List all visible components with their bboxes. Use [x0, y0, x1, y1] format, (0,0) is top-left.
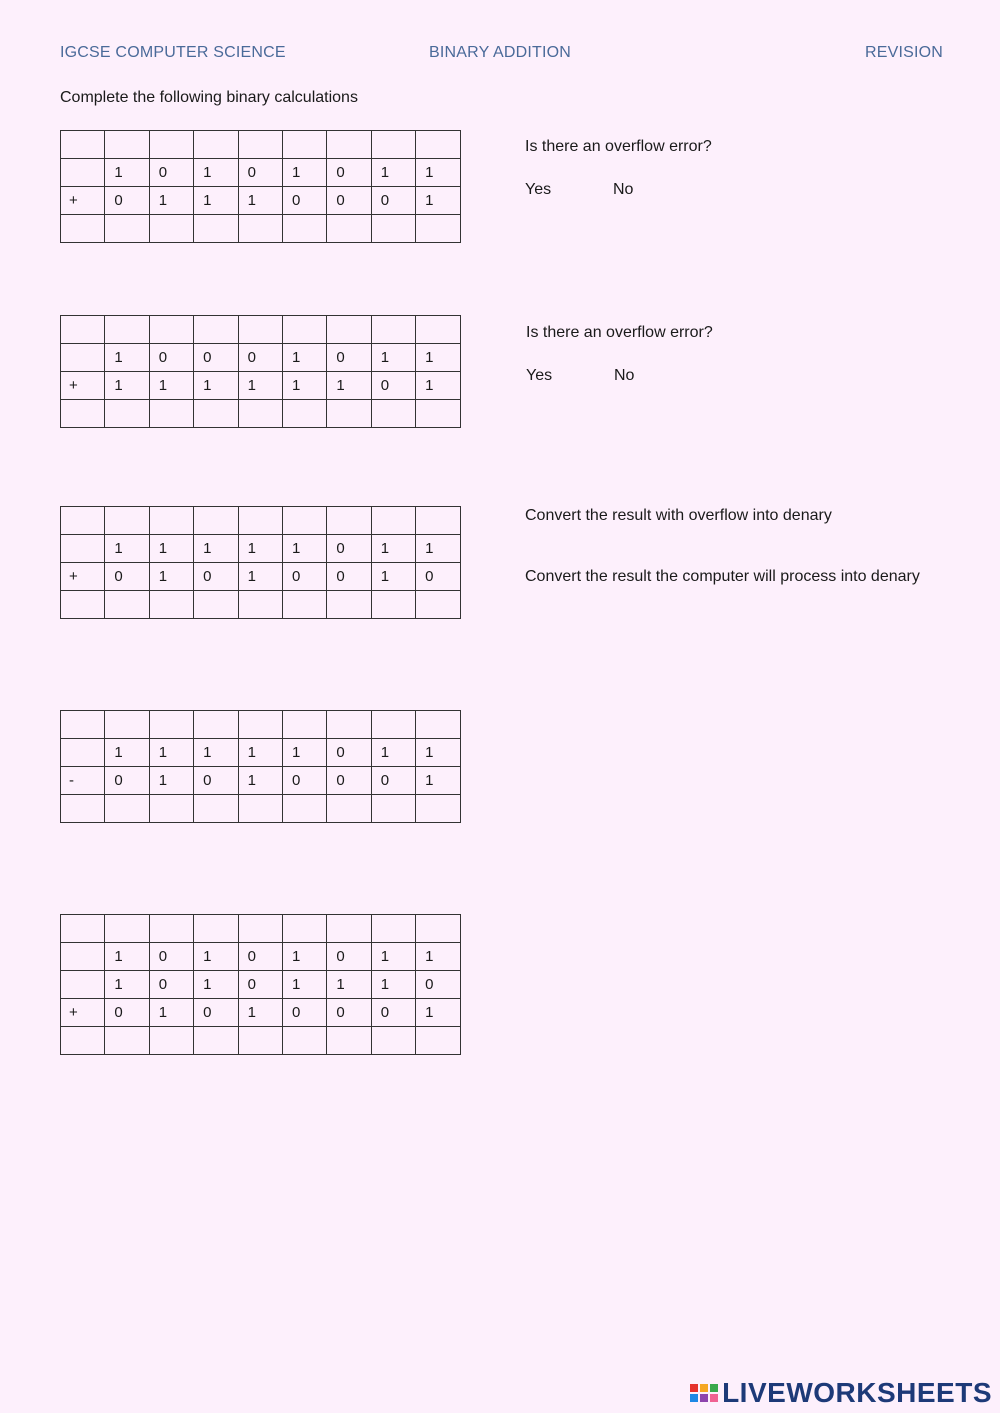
- answer-cell[interactable]: [371, 507, 415, 535]
- table-row: [61, 971, 461, 999]
- answer-cell[interactable]: [238, 400, 282, 428]
- header-topic-title: BINARY ADDITION: [429, 44, 571, 61]
- bit-cell: 0: [194, 344, 238, 372]
- bit-cell: 1: [149, 999, 193, 1027]
- bit-cell: 1: [105, 372, 149, 400]
- operator-cell: [61, 344, 105, 372]
- bit-cell: 1: [371, 159, 415, 187]
- calculation-table-1: [60, 130, 461, 243]
- bit-cell: 0: [149, 971, 193, 999]
- answer-cell[interactable]: [194, 711, 238, 739]
- answer-cell[interactable]: [238, 507, 282, 535]
- table-row: [61, 535, 461, 563]
- question-1-yes-option[interactable]: Yes: [525, 181, 552, 198]
- answer-cell[interactable]: [327, 215, 371, 243]
- bit-cell: 1: [238, 187, 282, 215]
- answer-cell[interactable]: [194, 915, 238, 943]
- bit-cell: 0: [327, 535, 371, 563]
- answer-cell[interactable]: [282, 795, 326, 823]
- answer-cell[interactable]: [105, 1027, 149, 1055]
- bit-cell: 0: [416, 971, 460, 999]
- table-row: [61, 795, 461, 823]
- bit-cell: 1: [371, 535, 415, 563]
- answer-cell[interactable]: [416, 400, 460, 428]
- bit-cell: 0: [327, 999, 371, 1027]
- table-row: [61, 372, 461, 400]
- operator-cell: [61, 591, 105, 619]
- answer-cell[interactable]: [149, 316, 193, 344]
- answer-cell[interactable]: [149, 507, 193, 535]
- calculation-table-2: [60, 315, 461, 428]
- bit-cell: 1: [238, 563, 282, 591]
- answer-cell[interactable]: [371, 215, 415, 243]
- bit-cell: 1: [149, 535, 193, 563]
- table-row: [61, 711, 461, 739]
- bit-cell: 0: [371, 187, 415, 215]
- operator-cell: [61, 739, 105, 767]
- answer-cell[interactable]: [238, 316, 282, 344]
- answer-cell[interactable]: [327, 400, 371, 428]
- bit-cell: 1: [282, 159, 326, 187]
- answer-cell[interactable]: [194, 507, 238, 535]
- answer-cell[interactable]: [194, 795, 238, 823]
- bit-cell: 1: [149, 187, 193, 215]
- bit-cell: 0: [327, 739, 371, 767]
- answer-cell[interactable]: [105, 131, 149, 159]
- operator-cell: [61, 795, 105, 823]
- bit-cell: 0: [238, 971, 282, 999]
- question-1-overflow: Is there an overflow error?: [525, 138, 712, 155]
- bit-cell: 1: [282, 943, 326, 971]
- bit-cell: 0: [327, 344, 371, 372]
- table-row: [61, 591, 461, 619]
- answer-cell[interactable]: [416, 507, 460, 535]
- bit-cell: 1: [371, 563, 415, 591]
- operator-cell: +: [61, 372, 105, 400]
- operator-cell: [61, 535, 105, 563]
- answer-cell[interactable]: [327, 1027, 371, 1055]
- answer-cell[interactable]: [282, 215, 326, 243]
- table-row: [61, 131, 461, 159]
- bit-cell: 0: [282, 999, 326, 1027]
- table-row: [61, 739, 461, 767]
- bit-cell: 0: [282, 187, 326, 215]
- bit-cell: 1: [416, 344, 460, 372]
- answer-cell[interactable]: [416, 591, 460, 619]
- answer-cell[interactable]: [282, 507, 326, 535]
- operator-cell: [61, 711, 105, 739]
- bit-cell: 1: [282, 971, 326, 999]
- answer-cell[interactable]: [194, 591, 238, 619]
- bit-cell: 1: [238, 372, 282, 400]
- answer-cell[interactable]: [416, 795, 460, 823]
- bit-cell: 0: [238, 943, 282, 971]
- logo-text: LIVEWORKSHEETS: [722, 1377, 992, 1408]
- table-row: [61, 400, 461, 428]
- answer-cell[interactable]: [238, 1027, 282, 1055]
- answer-cell[interactable]: [105, 400, 149, 428]
- question-2-yes-option[interactable]: Yes: [526, 367, 553, 384]
- operator-cell: [61, 915, 105, 943]
- answer-cell[interactable]: [105, 215, 149, 243]
- bit-cell: 0: [327, 767, 371, 795]
- bit-cell: 1: [194, 535, 238, 563]
- answer-cell[interactable]: [149, 711, 193, 739]
- calculation-table-4: [60, 710, 461, 823]
- table-row: [61, 1027, 461, 1055]
- operator-cell: +: [61, 999, 105, 1027]
- bit-cell: 0: [327, 563, 371, 591]
- bit-cell: 0: [105, 767, 149, 795]
- bit-cell: 1: [371, 971, 415, 999]
- bit-cell: 1: [105, 344, 149, 372]
- liveworksheets-logo: [690, 1377, 992, 1409]
- operator-cell: -: [61, 767, 105, 795]
- bit-cell: 0: [105, 563, 149, 591]
- calculation-table-5: [60, 914, 461, 1055]
- header-section-label: REVISION: [865, 44, 944, 61]
- bit-cell: 1: [416, 187, 460, 215]
- question-2-no-option[interactable]: No: [614, 367, 635, 384]
- answer-cell[interactable]: [327, 316, 371, 344]
- answer-cell[interactable]: [105, 711, 149, 739]
- operator-cell: +: [61, 563, 105, 591]
- answer-cell[interactable]: [416, 915, 460, 943]
- table-row: [61, 563, 461, 591]
- logo-icon: [690, 1384, 718, 1402]
- answer-cell[interactable]: [327, 795, 371, 823]
- bit-cell: 1: [416, 767, 460, 795]
- bit-cell: 0: [327, 187, 371, 215]
- operator-cell: [61, 131, 105, 159]
- answer-cell[interactable]: [371, 1027, 415, 1055]
- answer-cell[interactable]: [282, 131, 326, 159]
- answer-cell[interactable]: [416, 711, 460, 739]
- operator-cell: [61, 971, 105, 999]
- table-row: [61, 187, 461, 215]
- answer-cell[interactable]: [371, 316, 415, 344]
- bit-cell: 0: [327, 943, 371, 971]
- answer-cell[interactable]: [371, 795, 415, 823]
- header-course-title: IGCSE COMPUTER SCIENCE: [60, 44, 286, 61]
- bit-cell: 0: [194, 767, 238, 795]
- operator-cell: [61, 943, 105, 971]
- bit-cell: 1: [149, 739, 193, 767]
- answer-cell[interactable]: [416, 1027, 460, 1055]
- bit-cell: 1: [238, 535, 282, 563]
- answer-cell[interactable]: [327, 711, 371, 739]
- answer-cell[interactable]: [371, 711, 415, 739]
- bit-cell: 0: [371, 372, 415, 400]
- bit-cell: 1: [282, 372, 326, 400]
- bit-cell: 1: [105, 971, 149, 999]
- bit-cell: 1: [416, 372, 460, 400]
- operator-cell: [61, 1027, 105, 1055]
- table-row: [61, 767, 461, 795]
- answer-cell[interactable]: [282, 711, 326, 739]
- answer-cell[interactable]: [238, 711, 282, 739]
- answer-cell[interactable]: [149, 915, 193, 943]
- answer-cell[interactable]: [105, 591, 149, 619]
- table-row: [61, 943, 461, 971]
- answer-cell[interactable]: [371, 915, 415, 943]
- answer-cell[interactable]: [282, 1027, 326, 1055]
- bit-cell: 1: [149, 372, 193, 400]
- bit-cell: 0: [149, 159, 193, 187]
- bit-cell: 1: [194, 372, 238, 400]
- table-row: [61, 316, 461, 344]
- bit-cell: 1: [416, 159, 460, 187]
- answer-cell[interactable]: [371, 131, 415, 159]
- bit-cell: 1: [238, 999, 282, 1027]
- bit-cell: 1: [416, 535, 460, 563]
- answer-cell[interactable]: [238, 915, 282, 943]
- bit-cell: 1: [238, 739, 282, 767]
- answer-cell[interactable]: [149, 400, 193, 428]
- answer-cell[interactable]: [194, 400, 238, 428]
- bit-cell: 1: [327, 372, 371, 400]
- table-row: [61, 507, 461, 535]
- bit-cell: 0: [105, 999, 149, 1027]
- answer-cell[interactable]: [238, 131, 282, 159]
- bit-cell: 0: [282, 563, 326, 591]
- answer-cell[interactable]: [194, 131, 238, 159]
- operator-cell: [61, 215, 105, 243]
- answer-cell[interactable]: [327, 591, 371, 619]
- table-row: [61, 915, 461, 943]
- answer-cell[interactable]: [327, 131, 371, 159]
- bit-cell: 0: [416, 563, 460, 591]
- question-1-no-option[interactable]: No: [613, 181, 634, 198]
- bit-cell: 1: [105, 739, 149, 767]
- bit-cell: 0: [194, 563, 238, 591]
- answer-cell[interactable]: [149, 215, 193, 243]
- bit-cell: 0: [238, 344, 282, 372]
- bit-cell: 1: [416, 999, 460, 1027]
- bit-cell: 1: [282, 535, 326, 563]
- bit-cell: 0: [149, 943, 193, 971]
- bit-cell: 1: [194, 971, 238, 999]
- answer-cell[interactable]: [105, 507, 149, 535]
- answer-cell[interactable]: [194, 215, 238, 243]
- bit-cell: 1: [416, 943, 460, 971]
- bit-cell: 1: [149, 767, 193, 795]
- answer-cell[interactable]: [194, 316, 238, 344]
- answer-cell[interactable]: [238, 795, 282, 823]
- bit-cell: 0: [194, 999, 238, 1027]
- answer-cell[interactable]: [238, 215, 282, 243]
- bit-cell: 1: [194, 159, 238, 187]
- bit-cell: 1: [194, 739, 238, 767]
- bit-cell: 1: [238, 767, 282, 795]
- bit-cell: 1: [282, 344, 326, 372]
- bit-cell: 1: [105, 159, 149, 187]
- bit-cell: 0: [371, 999, 415, 1027]
- answer-cell[interactable]: [416, 131, 460, 159]
- bit-cell: 1: [371, 739, 415, 767]
- answer-cell[interactable]: [238, 591, 282, 619]
- bit-cell: 1: [105, 943, 149, 971]
- bit-cell: 1: [282, 739, 326, 767]
- answer-cell[interactable]: [149, 591, 193, 619]
- answer-cell[interactable]: [282, 316, 326, 344]
- bit-cell: 0: [371, 767, 415, 795]
- bit-cell: 0: [149, 344, 193, 372]
- bit-cell: 1: [416, 739, 460, 767]
- answer-cell[interactable]: [105, 915, 149, 943]
- answer-cell[interactable]: [282, 915, 326, 943]
- bit-cell: 0: [238, 159, 282, 187]
- bit-cell: 1: [327, 971, 371, 999]
- answer-cell[interactable]: [371, 400, 415, 428]
- answer-cell[interactable]: [105, 795, 149, 823]
- operator-cell: +: [61, 187, 105, 215]
- table-row: [61, 344, 461, 372]
- bit-cell: 0: [105, 187, 149, 215]
- operator-cell: [61, 159, 105, 187]
- instruction-text: Complete the following binary calculations: [60, 89, 358, 106]
- answer-cell[interactable]: [149, 795, 193, 823]
- answer-cell[interactable]: [416, 215, 460, 243]
- table-row: [61, 215, 461, 243]
- answer-cell[interactable]: [194, 1027, 238, 1055]
- answer-cell[interactable]: [327, 915, 371, 943]
- answer-cell[interactable]: [149, 1027, 193, 1055]
- operator-cell: [61, 400, 105, 428]
- bit-cell: 1: [194, 943, 238, 971]
- question-3-overflow-denary: Convert the result with overflow into denary: [525, 507, 832, 524]
- answer-cell[interactable]: [282, 400, 326, 428]
- bit-cell: 1: [105, 535, 149, 563]
- operator-cell: [61, 507, 105, 535]
- answer-cell[interactable]: [327, 507, 371, 535]
- answer-cell[interactable]: [105, 316, 149, 344]
- bit-cell: 1: [371, 344, 415, 372]
- bit-cell: 0: [282, 767, 326, 795]
- answer-cell[interactable]: [371, 591, 415, 619]
- operator-cell: [61, 316, 105, 344]
- table-row: [61, 999, 461, 1027]
- calculation-table-3: [60, 506, 461, 619]
- question-2-overflow: Is there an overflow error?: [526, 324, 713, 341]
- bit-cell: 0: [327, 159, 371, 187]
- bit-cell: 1: [194, 187, 238, 215]
- bit-cell: 1: [149, 563, 193, 591]
- bit-cell: 1: [371, 943, 415, 971]
- answer-cell[interactable]: [416, 316, 460, 344]
- question-3-processed-denary: Convert the result the computer will process into denary: [525, 568, 920, 585]
- answer-cell[interactable]: [149, 131, 193, 159]
- table-row: [61, 159, 461, 187]
- answer-cell[interactable]: [282, 591, 326, 619]
